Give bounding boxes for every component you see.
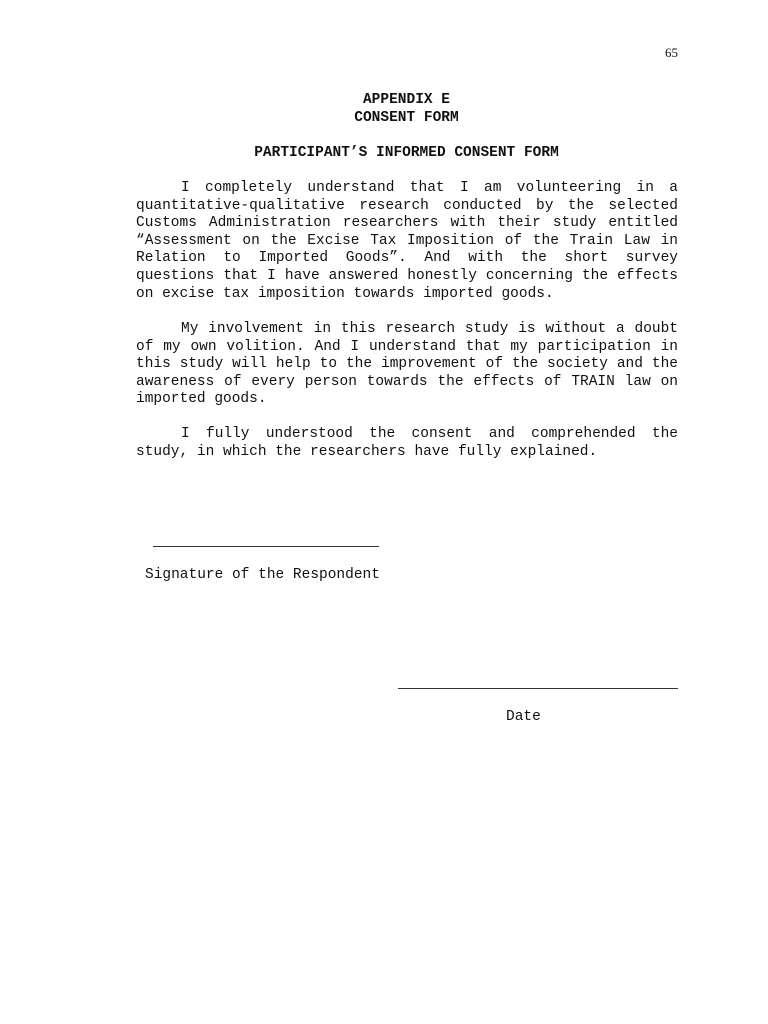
consent-paragraph-1: I completely understand that I am volunteering in a quantitative-qualitative research conducted by the selected Customs Administration researchers with their study entitled “Assessment on the Excise Tax Imposition of the Train Law in Relation to Imported Goods”. And with the short survey questions that I have answered honestly concerning the effects on excise tax imposition towards imported goods.	[136, 180, 678, 302]
page-number: 65	[665, 45, 678, 60]
consent-paragraph-2: My involvement in this research study is without a doubt of my own volition. And I understand that my participation in this study will help to the improvement of the society and the awareness of every person towards the effects of TRAIN law on imported goods.	[136, 321, 678, 408]
appendix-heading: APPENDIX E	[362, 92, 450, 108]
signature-label: Signature of the Respondent	[145, 567, 380, 583]
consent-paragraph-3: I fully understood the consent and comprehended the study, in which the researchers have fully explained.	[136, 426, 678, 460]
signature-line	[153, 546, 379, 547]
date-label: Date	[506, 709, 541, 725]
form-title: PARTICIPANT’S INFORMED CONSENT FORM	[254, 145, 559, 161]
date-line	[398, 688, 678, 689]
form-heading: CONSENT FORM	[354, 110, 459, 126]
